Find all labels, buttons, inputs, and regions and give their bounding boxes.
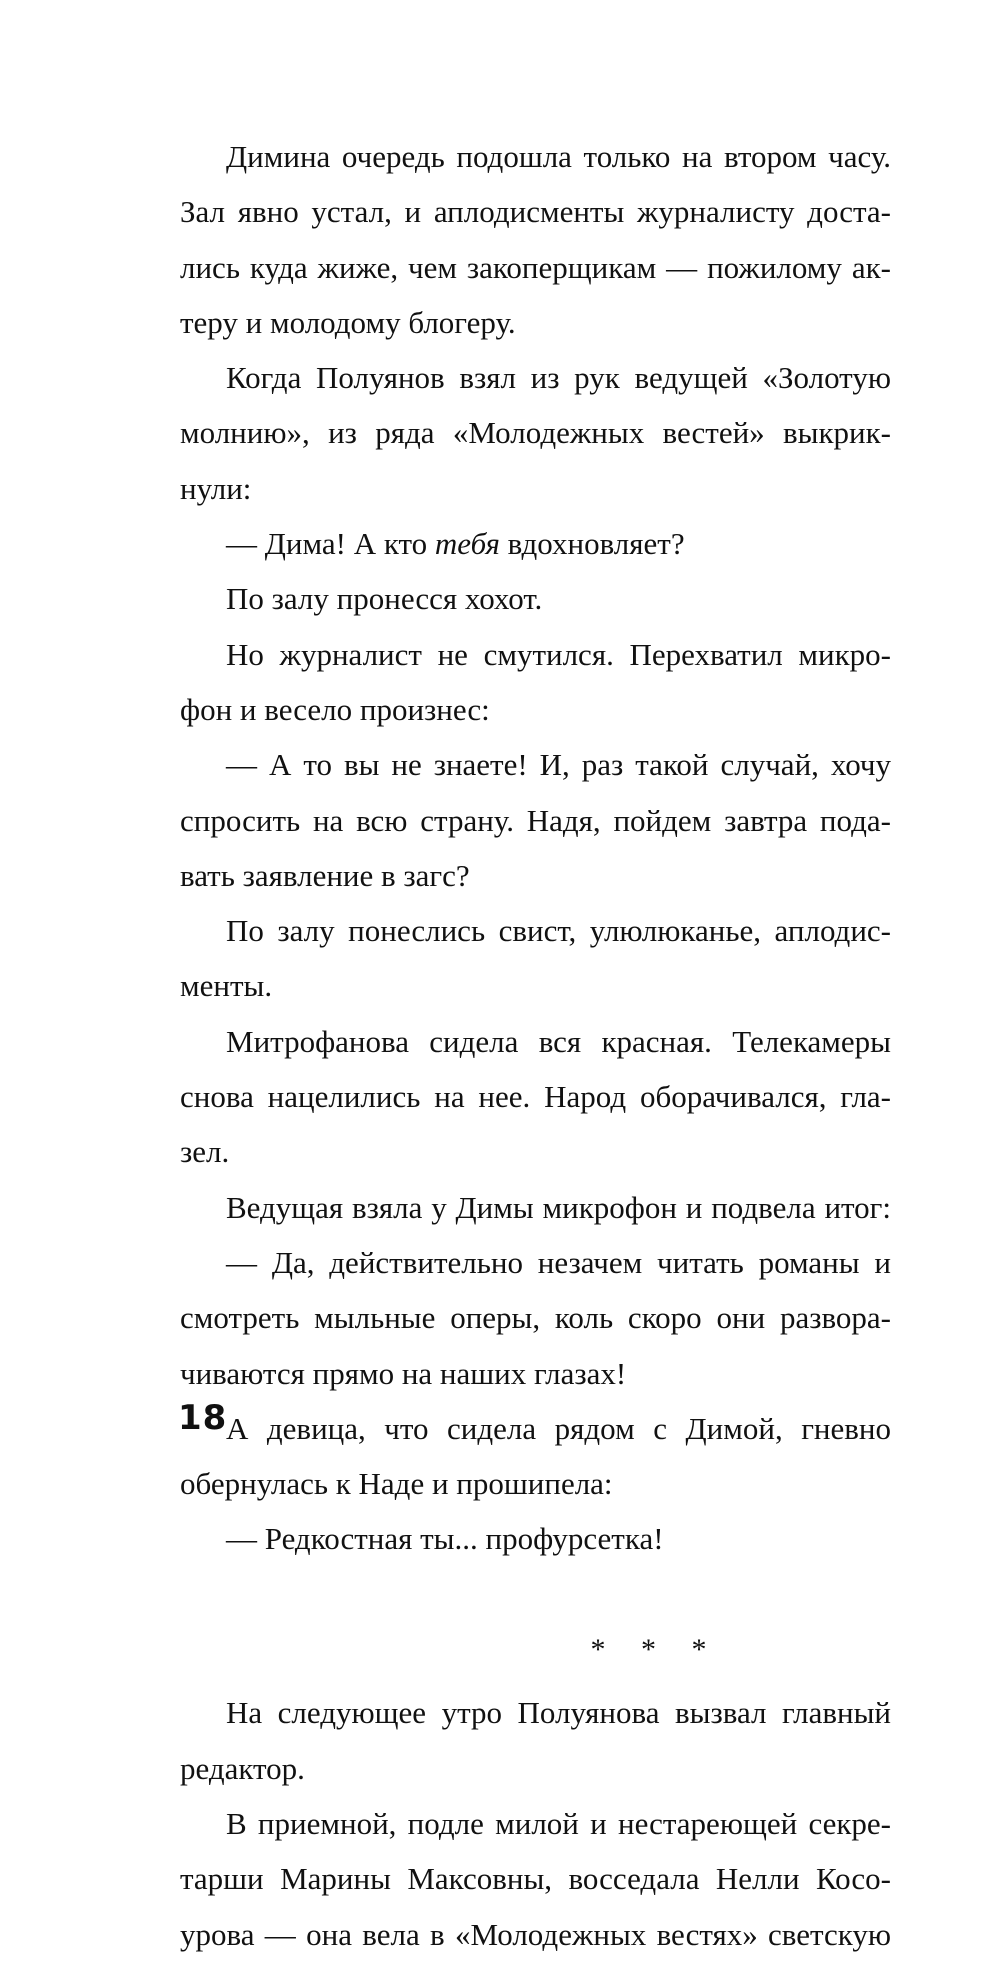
text-line: Но журналист не смутился. Перехватил микро-: [226, 636, 891, 672]
text-line: лись куда жиже, чем закоперщикам — пожилому ак-: [180, 249, 891, 285]
text-line: зел.: [180, 1134, 230, 1170]
text-line: Когда Полуянов взял из рук ведущей «Золотую: [226, 360, 891, 396]
text-line: фон и весело произнес:: [180, 691, 490, 727]
text-line: снова нацелились на нее. Народ оборачивался, гла-: [180, 1079, 891, 1115]
text-line: вать заявление в загс?: [180, 857, 470, 893]
text-line: На следующее утро Полуянова вызвал главный: [226, 1695, 891, 1731]
text-line: нули:: [180, 470, 252, 506]
text-line: менты.: [180, 968, 273, 1004]
dialogue-line: [180, 516, 891, 571]
book-page-text: [180, 129, 891, 1962]
text-line: теру и молодому блогеру.: [180, 304, 516, 340]
text-line: редактор.: [180, 1750, 305, 1786]
text-line: По залу понеслись свист, улюлюканье, аплодис-: [226, 913, 891, 949]
text-line: молнию», из ряда «Молодежных вестей» выкрик-: [180, 415, 891, 451]
text-line: урова — она вела в «Молодежных вестях» светскую: [180, 1916, 891, 1952]
text-line: обернулась к Наде и прошипела:: [180, 1466, 613, 1502]
section-separator: * * *: [590, 1633, 721, 1667]
text-line: смотреть мыльные оперы, коль скоро они развора-: [180, 1300, 891, 1336]
page-number: 18: [178, 1398, 228, 1438]
text-line: По залу пронесся хохот.: [226, 581, 543, 617]
dialogue-text: вдохновляет?: [499, 526, 685, 562]
dialogue-text: — Дима! А кто: [226, 526, 435, 562]
text-line: чиваются прямо на наших глазах!: [180, 1355, 627, 1391]
text-line: — Редкостная ты... профурсетка!: [226, 1521, 664, 1557]
text-line: В приемной, подле милой и нестареющей секре-: [226, 1805, 891, 1841]
text-line: А девица, что сидела рядом с Димой, гневно: [226, 1410, 891, 1446]
section-gap: [180, 1677, 891, 1685]
text-line: Димина очередь подошла только на втором часу.: [226, 139, 891, 174]
text-line: Митрофанова сидела вся красная. Телекамеры: [226, 1023, 891, 1059]
text-line: тарши Марины Максовны, восседала Нелли Косо-: [180, 1861, 891, 1897]
text-line: Зал явно устал, и аплодисменты журналисту доста-: [180, 194, 891, 230]
text-line: — Да, действительно незачем читать романы и: [226, 1244, 891, 1280]
text-line: — А то вы не знаете! И, раз такой случай, хочу: [226, 747, 891, 783]
italic-word: тебя: [434, 526, 500, 562]
section-gap: [180, 1567, 891, 1622]
text-line: спросить на всю страну. Надя, пойдем завтра пода-: [180, 802, 891, 838]
text-line: Ведущая взяла у Димы микрофон и подвела итог:: [226, 1189, 891, 1225]
